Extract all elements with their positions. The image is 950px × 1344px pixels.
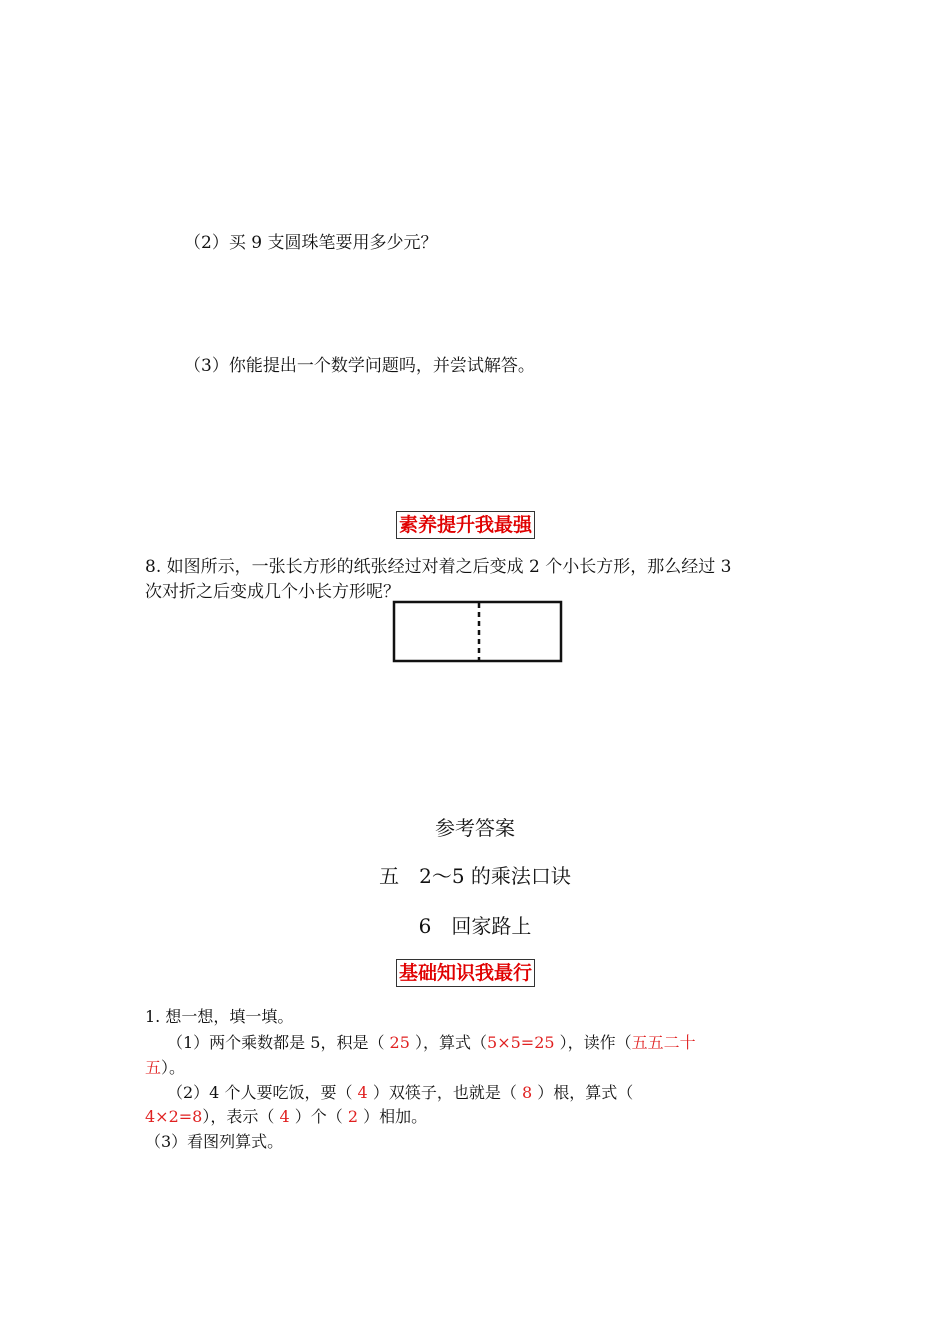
q1-1-end: ）。: [161, 1058, 186, 1077]
answer-q1-1-line1: [167, 1030, 696, 1053]
q1-2-mid2: ）根，算式（: [537, 1083, 634, 1102]
answers-title: 参考答案: [435, 816, 515, 840]
q1-1-answer-reading-part2: 五: [145, 1058, 162, 1077]
q1-1-pre: （1）两个乘数都是 5，积是（: [167, 1033, 385, 1052]
q1-2-answer-addend: 2: [347, 1107, 359, 1126]
unit-title: 五 2～5 的乘法口诀: [379, 864, 571, 888]
folded-paper-figure: [392, 600, 564, 664]
paper-rectangle: [394, 602, 561, 661]
q7-sub2: （2）买 9 支圆珠笔要用多少元？: [184, 233, 438, 253]
answer-q1-2-line2: [145, 1104, 427, 1127]
q7-sub3: （3）你能提出一个数学问题吗，并尝试解答。: [184, 356, 535, 376]
q1-2-mid1: ）双筷子，也就是（: [372, 1083, 517, 1102]
q1-2-mid3: ），表示（: [202, 1107, 275, 1126]
q1-1-mid2: ），读作（: [559, 1033, 632, 1052]
q1-2-end: ）相加。: [363, 1107, 428, 1126]
q1-2-answer-formula: 4×2=8: [145, 1107, 203, 1126]
q1-1-answer-product: 25: [389, 1033, 410, 1052]
q1-2-answer-sticks: 8: [521, 1083, 533, 1102]
lesson-title: 6 回家路上: [418, 914, 532, 938]
q8-line2: 次对折之后变成几个小长方形呢？: [145, 582, 400, 602]
answer-q1-3: （3）看图列算式。: [145, 1132, 284, 1151]
q1-2-answer-pairs: 4: [357, 1083, 368, 1102]
q8-line1: 8. 如图所示，一张长方形的纸张经过对着之后变成 2 个小长方形，那么经过 3: [145, 557, 732, 577]
answer-q1-2-line1: [167, 1080, 633, 1103]
q1-2-answer-groups: 4: [279, 1107, 290, 1126]
answer-q1-1-line2: [145, 1055, 185, 1078]
answer-q1-title: 1. 想一想，填一填。: [145, 1007, 294, 1026]
q1-2-mid4: ）个（: [294, 1107, 343, 1126]
q1-2-pre: （2）4 个人要吃饭，要（: [167, 1083, 353, 1102]
q1-1-answer-reading-part1: 五五二十: [631, 1033, 696, 1052]
q1-1-mid1: ），算式（: [415, 1033, 488, 1052]
section-banner-jichu: 基础知识我最行: [396, 959, 535, 987]
section-banner-suyang: 素养提升我最强: [396, 511, 535, 539]
q1-1-answer-formula: 5×5=25: [487, 1033, 555, 1052]
